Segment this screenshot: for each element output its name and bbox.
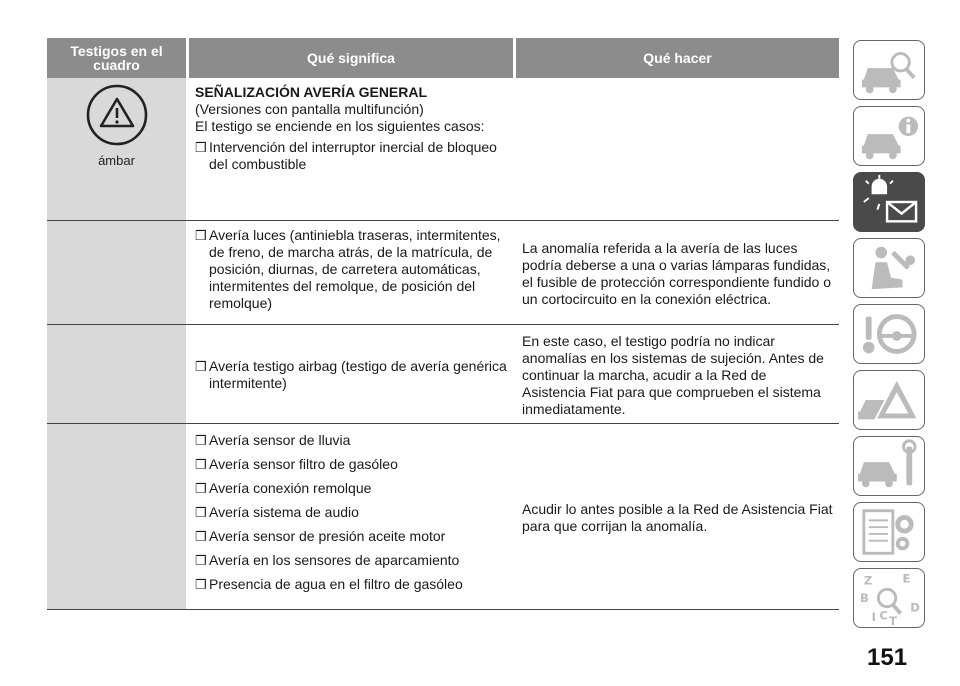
general-fault-warning-icon — [86, 84, 148, 151]
header-action-column: Qué hacer — [516, 38, 839, 78]
text-line: El testigo se enciende en los siguientes casos: — [195, 118, 485, 134]
meaning-cell — [189, 78, 513, 220]
table-row — [47, 325, 839, 424]
table-row — [47, 221, 839, 325]
list-item: ❒ Avería testigo airbag (testigo de avería genérica intermitente) — [195, 358, 507, 391]
document-gear-icon — [854, 503, 924, 561]
list-item: ❒ Presencia de agua en el filtro de gasóleo — [195, 576, 463, 592]
svg-text:Z: Z — [863, 573, 873, 588]
action-cell: La anomalía referida a la avería de las luces podría deberse a una o varias lámparas fundidas, el fusible de protección correspondiente fundido o un cortocircuito en la conexión eléctrica. — [522, 239, 831, 307]
checkbox-bullet-icon: ❒ — [195, 529, 207, 544]
warning-lights-table — [47, 38, 839, 610]
chapter-tab-car-search[interactable] — [853, 40, 925, 100]
chapter-tab-technical-data[interactable] — [853, 502, 925, 562]
icon-cell — [47, 221, 186, 324]
checkbox-bullet-icon: ❒ — [195, 577, 207, 592]
car-search-icon — [854, 41, 924, 99]
header-meaning-column: Qué significa — [189, 38, 513, 78]
action-cell: Acudir lo antes posible a la Red de Asistencia Fiat para que corrijan la anomalía. — [522, 500, 833, 534]
svg-text:T: T — [889, 614, 897, 627]
meaning-cell — [189, 424, 513, 609]
list-item: ❒ Avería sensor de presión aceite motor — [195, 528, 446, 544]
table-row — [47, 424, 839, 610]
svg-text:E: E — [902, 571, 911, 586]
seat-airbag-icon — [854, 239, 924, 297]
list-item: ❒ Avería sensor filtro de gasóleo — [195, 456, 398, 472]
row-title: SEÑALIZACIÓN AVERÍA GENERAL — [195, 84, 428, 100]
chapter-tab-safety[interactable] — [853, 238, 925, 298]
table-header — [47, 38, 839, 78]
checkbox-bullet-icon: ❒ — [195, 359, 207, 374]
table-row — [47, 78, 839, 221]
meaning-cell — [189, 325, 513, 423]
checkbox-bullet-icon: ❒ — [195, 505, 207, 520]
list-item: ❒ Avería sensor de lluvia — [195, 432, 351, 448]
action-cell — [516, 78, 839, 220]
text-line: (Versiones con pantalla multifunción) — [195, 101, 424, 117]
list-item: ❒ Intervención del interruptor inercial de bloqueo del combustible — [195, 139, 497, 172]
list-item: ❒ Avería conexión remolque — [195, 480, 372, 496]
svg-text:I: I — [871, 610, 876, 625]
checkbox-bullet-icon: ❒ — [195, 140, 207, 155]
color-label: ámbar — [98, 153, 135, 168]
checkbox-bullet-icon: ❒ — [195, 553, 207, 568]
icon-cell — [47, 424, 186, 609]
list-item: ❒ Avería sistema de audio — [195, 504, 359, 520]
checkbox-bullet-icon: ❒ — [195, 457, 207, 472]
list-item: ❒ Avería en los sensores de aparcamiento — [195, 552, 460, 568]
chapter-tab-emergency[interactable] — [853, 370, 925, 430]
icon-cell — [47, 78, 186, 220]
alphabet-search-icon — [854, 569, 924, 627]
header-lights-column: Testigos en el cuadro — [47, 38, 186, 78]
meaning-cell — [189, 221, 513, 324]
steering-key-icon — [854, 305, 924, 363]
warning-light-mail-icon — [854, 173, 924, 231]
icon-cell — [47, 325, 186, 423]
list-item: ❒ Avería luces (antiniebla traseras, intermitentes, de freno, de marcha atrás, de la matrícula, de posición, diurnas, de carretera automáticas, intermitentes del remolque, de posición del remolque) — [195, 227, 501, 311]
chapter-tab-starting-driving[interactable] — [853, 304, 925, 364]
chapter-tab-index[interactable] — [853, 568, 925, 628]
checkbox-bullet-icon: ❒ — [195, 228, 207, 243]
page-number: 151 — [867, 644, 908, 671]
chapter-tab-car-info[interactable] — [853, 106, 925, 166]
car-wrench-icon — [854, 437, 924, 495]
car-info-icon — [854, 107, 924, 165]
svg-text:C: C — [879, 608, 888, 623]
chapter-tab-maintenance[interactable] — [853, 436, 925, 496]
action-cell: En este caso, el testigo podría no indicar anomalías en los sistemas de sujeción. Antes de continuar la marcha, acudir a la Red de Asistencia Fiat para que comprueben el sistema inmediatamente. — [522, 332, 824, 417]
checkbox-bullet-icon: ❒ — [195, 433, 207, 448]
svg-text:D: D — [910, 600, 920, 615]
checkbox-bullet-icon: ❒ — [195, 481, 207, 496]
car-warning-triangle-icon — [854, 371, 924, 429]
chapter-tab-warning-lights[interactable] — [853, 172, 925, 232]
svg-text:B: B — [860, 590, 869, 605]
